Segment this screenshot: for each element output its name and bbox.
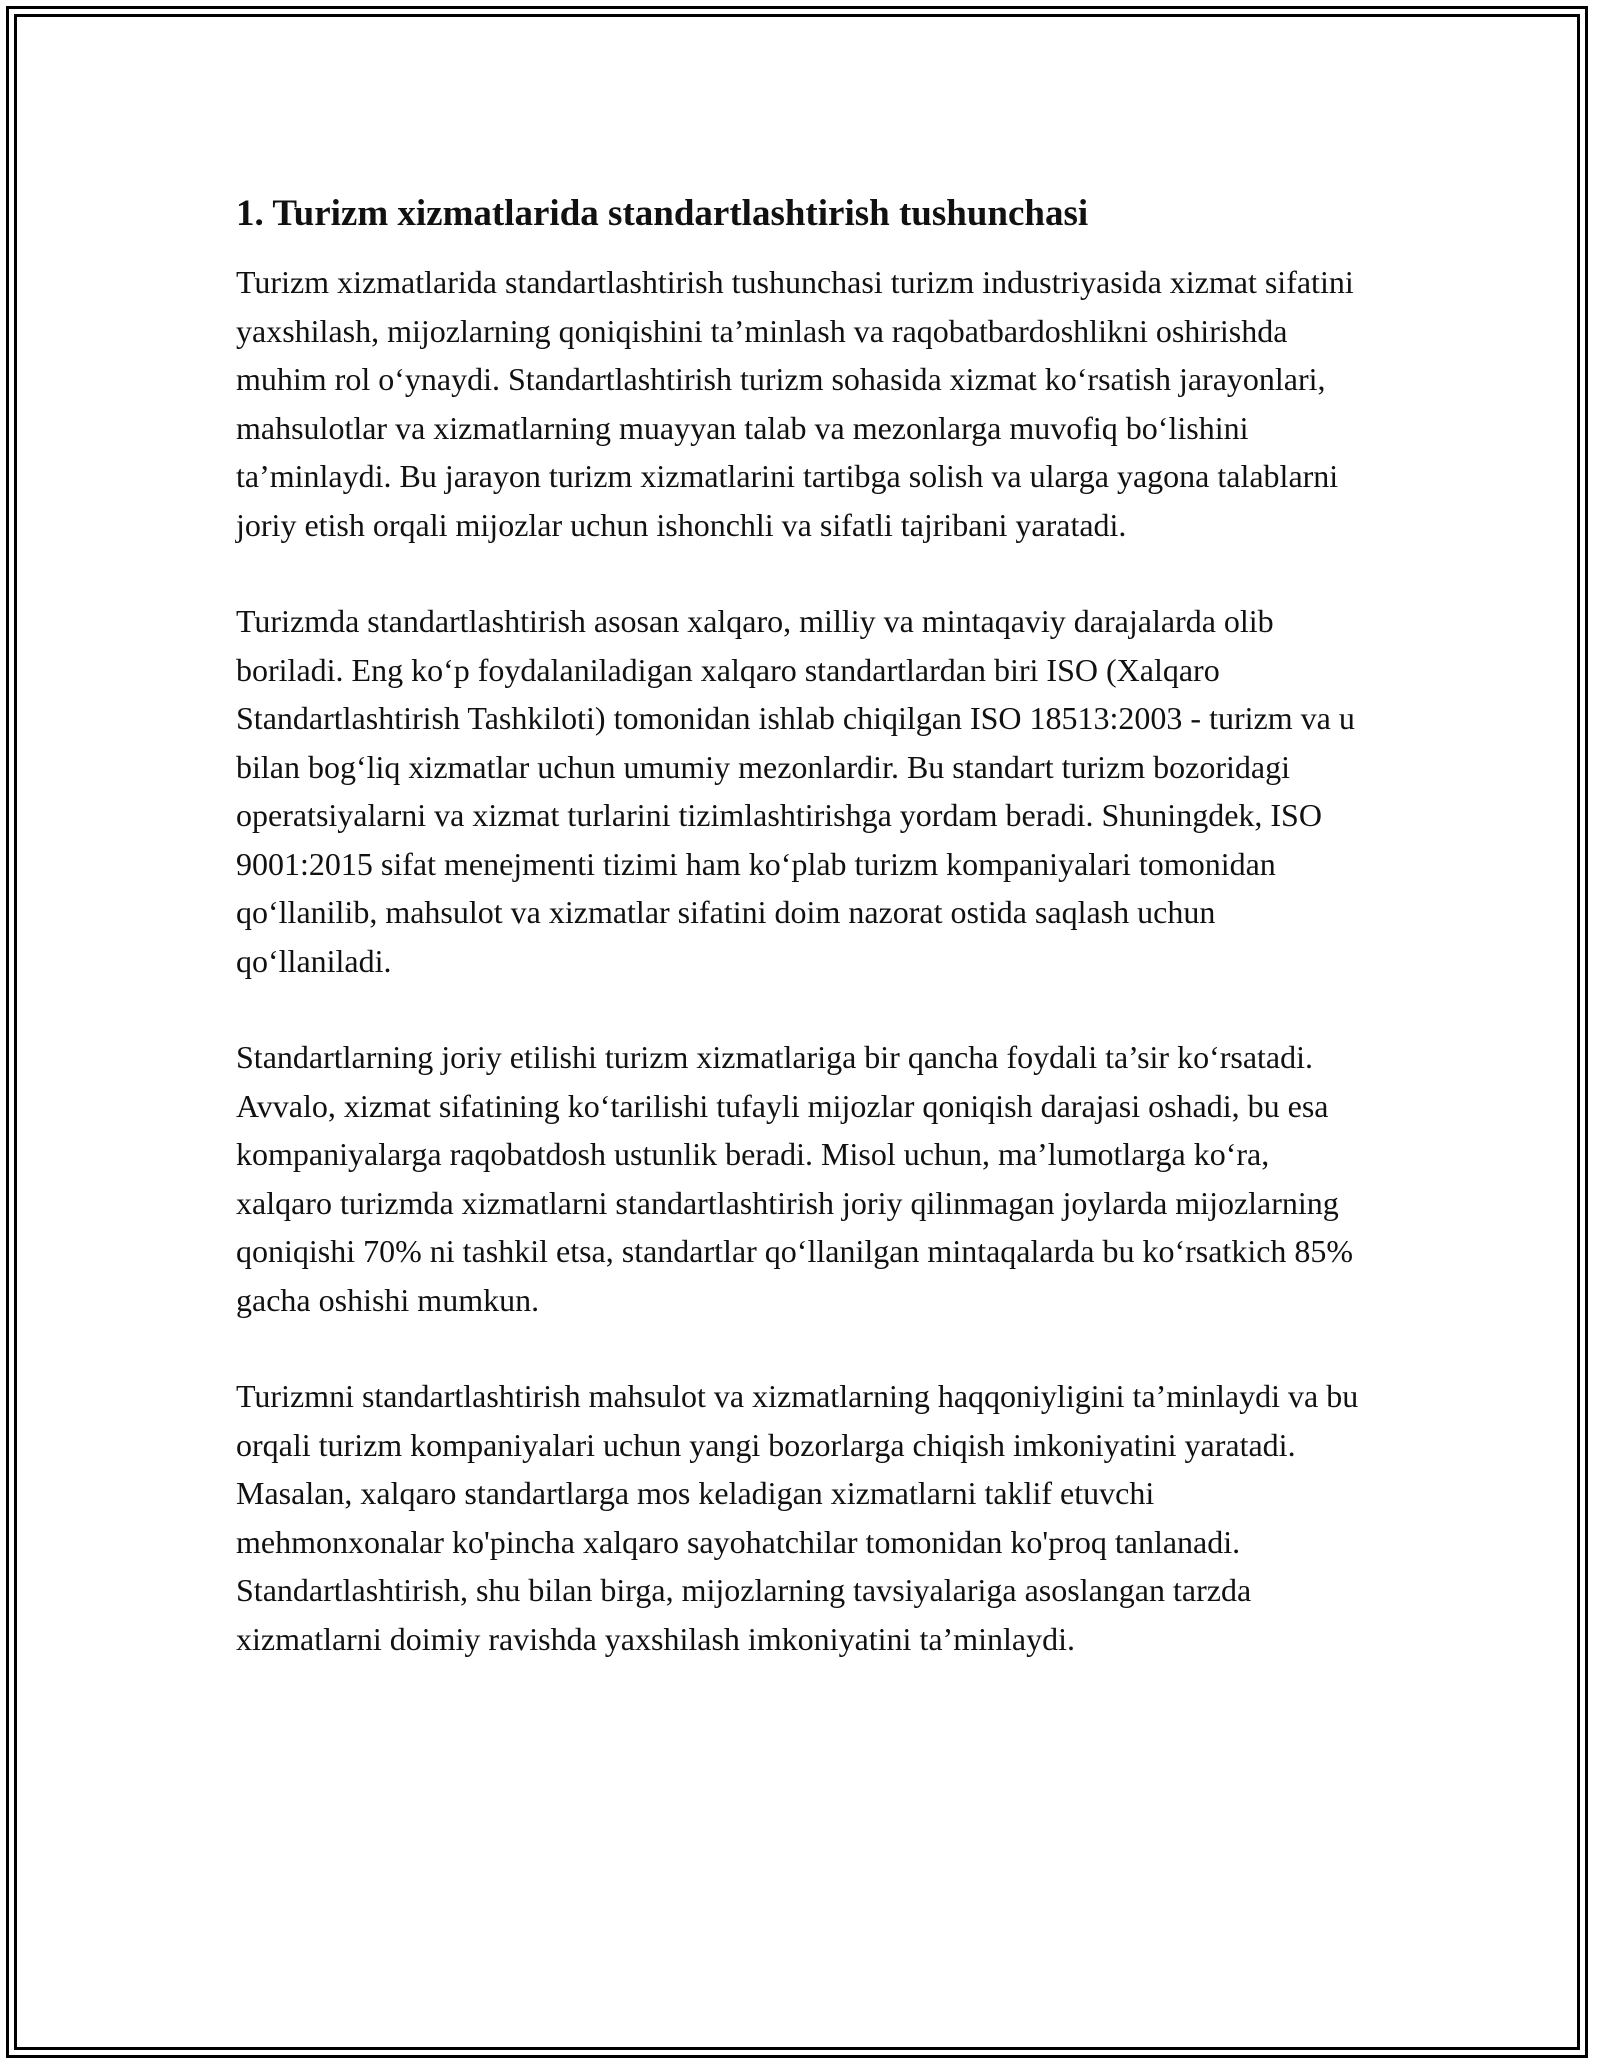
paragraph-1: Turizm xizmatlarida standartlashtirish tushunchasi turizm industriyasida xizmat sifatini yaxshilash, mijozlarning qoniqishini ta’minlash va raqobatbardoshlikni oshirishda muhim rol o‘ynaydi. Standartlashtirish turizm sohasida xizmat ko‘rsatish jarayonlari, mahsulotlar va xizmatlarning muayyan talab va mezonlarga muvofiq bo‘lishini ta’minlaydi. Bu jarayon turizm xizmatlarini tartibga solish va ularga yagona talablarni joriy etish orqali mijozlar uchun ishonchli va sifatli tajribani yaratadi.	[236, 264, 1354, 543]
document-body	[236, 186, 1366, 1711]
paragraph-4: Turizmni standartlashtirish mahsulot va xizmatlarning haqqoniyligini ta’minlaydi va bu orqali turizm kompaniyalari uchun yangi bozorlarga chiqish imkoniyatini yaratadi. Masalan, xalqaro standartlarga mos keladigan xizmatlarni taklif etuvchi mehmonxonalar ko'pincha xalqaro sayohatchilar tomonidan ko'proq tanlanadi. Standartlashtirish, shu bilan birga, mijozlarning tavsiyalariga asoslangan tarzda xizmatlarni doimiy ravishda yaxshilash imkoniyatini ta’minlaydi.	[236, 1378, 1359, 1657]
section-heading: 1. Turizm xizmatlarida standartlashtirish tushunchasi	[236, 193, 1089, 234]
paragraph-2: Turizmda standartlashtirish asosan xalqaro, milliy va mintaqaviy darajalarda olib boriladi. Eng ko‘p foydalaniladigan xalqaro standartlardan biri ISO (Xalqaro Standartlashtirish Tashkiloti) tomonidan ishlab chiqilgan ISO 18513:2003 - turizm va u bilan bog‘liq xizmatlar uchun umumiy mezonlardir. Bu standart turizm bozoridagi operatsiyalarni va xizmat turlarini tizimlashtirishga yordam beradi. Shuningdek, ISO 9001:2015 sifat menejmenti tizimi ham ko‘plab turizm kompaniyalari tomonidan qo‘llanilib, mahsulot va xizmatlar sifatini doim nazorat ostida saqlash uchun qo‘llaniladi.	[236, 603, 1355, 979]
paragraph-3: Standartlarning joriy etilishi turizm xizmatlariga bir qancha foydali ta’sir ko‘rsatadi. Avvalo, xizmat sifatining ko‘tarilishi tufayli mijozlar qoniqish darajasi oshadi, bu esa kompaniyalarga raqobatdosh ustunlik beradi. Misol uchun, ma’lumotlarga ko‘ra, xalqaro turizmda xizmatlarni standartlashtirish joriy qilinmagan joylarda mijozlarning qoniqishi 70% ni tashkil etsa, standartlar qo‘llanilgan mintaqalarda bu ko‘rsatkich 85% gacha oshishi mumkun.	[236, 1039, 1354, 1318]
